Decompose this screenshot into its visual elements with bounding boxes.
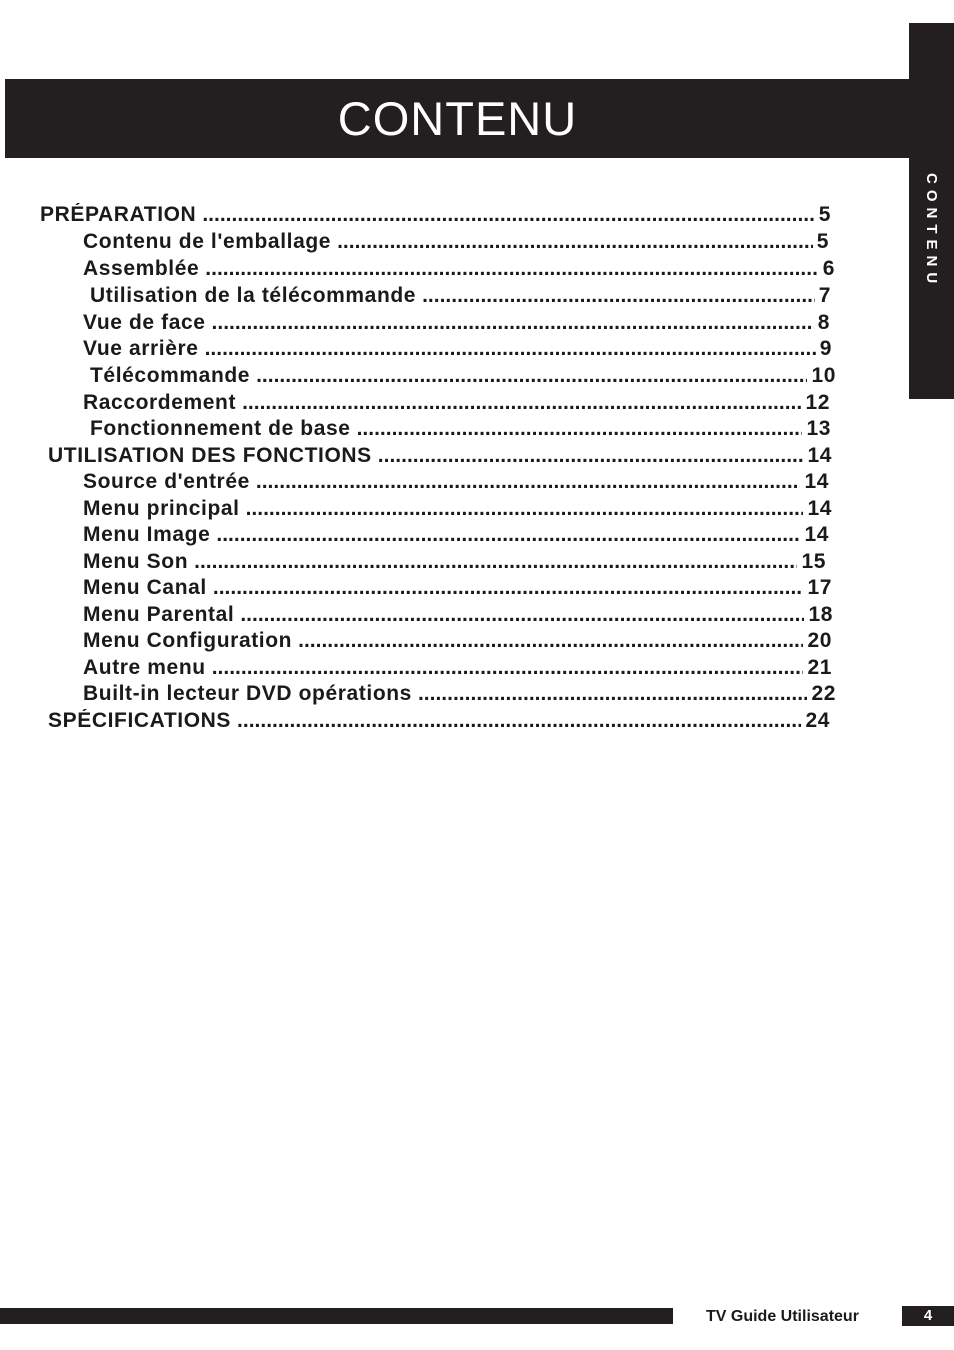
toc-entry-label: Assemblée xyxy=(83,257,200,280)
toc-entry-assemblee[interactable] xyxy=(83,257,835,284)
dot-leader xyxy=(246,497,804,521)
dot-leader xyxy=(212,311,814,335)
toc-entry-page: 14 xyxy=(807,444,832,467)
toc-entry-page: 5 xyxy=(816,230,829,253)
toc-entry-page: 10 xyxy=(811,364,836,387)
dot-leader xyxy=(216,523,800,547)
toc-entry-utilisation-telecommande[interactable] xyxy=(90,284,831,311)
toc-entry-label: Menu Canal xyxy=(83,576,207,599)
toc-entry-label: Autre menu xyxy=(83,656,206,679)
toc-entry-page: 15 xyxy=(801,550,826,573)
toc-entry-label: Raccordement xyxy=(83,391,237,414)
toc-entry-page: 6 xyxy=(822,257,835,280)
toc-entry-specifications[interactable] xyxy=(48,709,830,736)
toc-entry-menu-image[interactable] xyxy=(83,523,829,550)
side-tab-label: CONTENU xyxy=(923,173,940,290)
toc-entry-page: 14 xyxy=(807,497,832,520)
toc-entry-page: 13 xyxy=(806,417,831,440)
toc-entry-label: PRÉPARATION xyxy=(40,203,197,226)
toc-entry-page: 20 xyxy=(807,629,832,652)
toc-entry-label: Menu principal xyxy=(83,497,240,520)
toc-entry-label: Source d'entrée xyxy=(83,470,250,493)
dot-leader xyxy=(422,284,815,308)
toc-entry-label: Fonctionnement de base xyxy=(90,417,351,440)
dot-leader xyxy=(357,417,803,441)
toc-entry-utilisation-des-fonctions[interactable] xyxy=(48,444,832,471)
toc-entry-page: 22 xyxy=(811,682,836,705)
dot-leader xyxy=(194,550,797,574)
toc-entry-fonctionnement-de-base[interactable] xyxy=(90,417,831,444)
dot-leader xyxy=(213,576,804,600)
dot-leader xyxy=(237,709,801,733)
footer-rule xyxy=(0,1308,673,1324)
dot-leader xyxy=(205,337,816,361)
toc-entry-page: 5 xyxy=(818,203,831,226)
toc-entry-label: Utilisation de la télécommande xyxy=(90,284,417,307)
toc-entry-label: Menu Son xyxy=(83,550,189,573)
dot-leader xyxy=(202,203,814,227)
toc-entry-preparation[interactable] xyxy=(40,203,831,230)
toc-entry-page: 24 xyxy=(805,709,830,732)
dot-leader xyxy=(205,257,818,281)
toc-entry-label: Télécommande xyxy=(90,364,251,387)
dot-leader xyxy=(418,682,807,706)
toc-entry-page: 7 xyxy=(818,284,831,307)
page-title: CONTENU xyxy=(337,92,578,145)
dot-leader xyxy=(256,364,807,388)
toc-entry-raccordement[interactable] xyxy=(83,391,830,418)
dot-leader xyxy=(298,629,803,653)
toc-entry-source-entree[interactable] xyxy=(83,470,829,497)
toc-entry-page: 17 xyxy=(807,576,832,599)
dot-leader xyxy=(212,656,804,680)
toc-entry-page: 14 xyxy=(804,470,829,493)
toc-entry-menu-principal[interactable] xyxy=(83,497,832,524)
toc-entry-menu-configuration[interactable] xyxy=(83,629,832,656)
dot-leader xyxy=(337,230,813,254)
toc-entry-label: Menu Image xyxy=(83,523,211,546)
dot-leader xyxy=(240,603,804,627)
toc-entry-label: Menu Configuration xyxy=(83,629,293,652)
toc-entry-label: SPÉCIFICATIONS xyxy=(48,709,232,732)
toc-entry-contenu-emballage[interactable] xyxy=(83,230,829,257)
title-banner xyxy=(5,79,910,158)
toc-entry-vue-de-face[interactable] xyxy=(83,311,830,338)
toc-entry-page: 14 xyxy=(804,523,829,546)
toc-entry-page: 8 xyxy=(817,311,830,334)
footer-guide-label: TV Guide Utilisateur xyxy=(706,1308,859,1325)
dot-leader xyxy=(242,391,801,415)
toc-entry-menu-son[interactable] xyxy=(83,550,826,577)
dot-leader xyxy=(378,444,804,468)
toc-entry-label: Built-in lecteur DVD opérations xyxy=(83,682,412,705)
toc-entry-telecommande[interactable] xyxy=(90,364,836,391)
toc-entry-autre-menu[interactable] xyxy=(83,656,832,683)
toc-entry-label: Menu Parental xyxy=(83,603,235,626)
toc-entry-menu-parental[interactable] xyxy=(83,603,833,630)
toc-entry-label: Vue de face xyxy=(83,311,206,334)
toc-entry-menu-canal[interactable] xyxy=(83,576,832,603)
toc-entry-page: 12 xyxy=(805,391,830,414)
toc-entry-label: Vue arrière xyxy=(83,337,199,360)
side-section-tab xyxy=(909,23,954,399)
dot-leader xyxy=(256,470,801,494)
toc-entry-label: UTILISATION DES FONCTIONS xyxy=(48,444,372,467)
toc-entry-label: Contenu de l'emballage xyxy=(83,230,332,253)
footer-page-number: 4 xyxy=(902,1306,954,1326)
toc-entry-page: 21 xyxy=(807,656,832,679)
toc-entry-dvd-operations[interactable] xyxy=(83,682,836,709)
toc-entry-vue-arriere[interactable] xyxy=(83,337,832,364)
toc-entry-page: 9 xyxy=(819,337,832,360)
toc-entry-page: 18 xyxy=(808,603,833,626)
